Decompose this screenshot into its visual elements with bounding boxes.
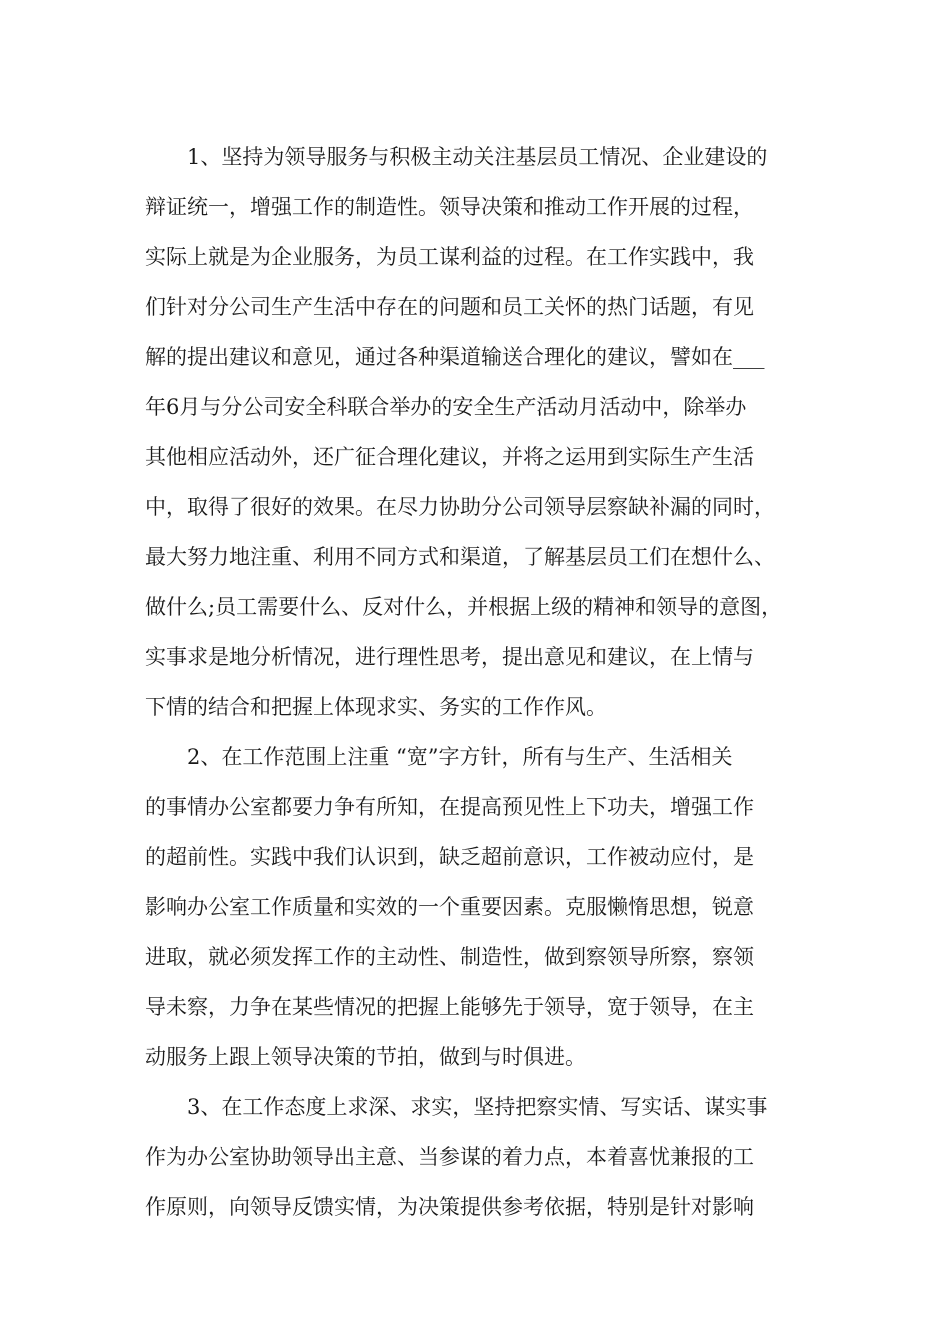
paragraph-3 bbox=[145, 1082, 810, 1232]
text-line: 其他相应活动外，还广征合理化建议，并将之运用到实际生产生活 bbox=[145, 445, 754, 469]
text-line: 下情的结合和把握上体现求实、务实的工作作风。 bbox=[145, 695, 607, 719]
text-line: 实事求是地分析情况，进行理性思考，提出意见和建议，在上情与 bbox=[145, 645, 754, 669]
text-line: 辩证统一，增强工作的制造性。领导决策和推动工作开展的过程， bbox=[145, 195, 754, 219]
text-line: 中，取得了很好的效果。在尽力协助分公司领导层察缺补漏的同时， bbox=[145, 495, 775, 519]
text-line: 2、在工作范围上注重 “宽”字方针，所有与生产、生活相关 bbox=[187, 745, 733, 769]
text-line: 做什么;员工需要什么、反对什么，并根据上级的精神和领导的意图， bbox=[145, 595, 783, 619]
text-line: 作原则，向领导反馈实情，为决策提供参考依据，特别是针对影响 bbox=[145, 1195, 754, 1219]
text-line: 3、在工作态度上求深、求实，坚持把察实情、写实话、谋实事 bbox=[187, 1095, 768, 1119]
text-line: 的超前性。实践中我们认识到，缺乏超前意识，工作被动应付，是 bbox=[145, 845, 754, 869]
text-line: 影响办公室工作质量和实效的一个重要因素。克服懒惰思想，锐意 bbox=[145, 895, 754, 919]
text-line: 作为办公室协助领导出主意、当参谋的着力点，本着喜忧兼报的工 bbox=[145, 1145, 754, 1169]
text-line: 解的提出建议和意见，通过各种渠道输送合理化的建议，譬如在___ bbox=[145, 345, 765, 369]
paragraph-1 bbox=[145, 132, 810, 732]
paragraph-2 bbox=[145, 732, 810, 1082]
text-line: 进取，就必须发挥工作的主动性、制造性，做到察领导所察，察领 bbox=[145, 945, 754, 969]
text-line: 导未察，力争在某些情况的把握上能够先于领导，宽于领导，在主 bbox=[145, 995, 754, 1019]
text-line: 的事情办公室都要力争有所知，在提高预见性上下功夫，增强工作 bbox=[145, 795, 754, 819]
text-line: 年6月与分公司安全科联合举办的安全生产活动月活动中，除举办 bbox=[145, 395, 747, 419]
text-line: 们针对分公司生产生活中存在的问题和员工关怀的热门话题，有见 bbox=[145, 295, 754, 319]
text-line: 最大努力地注重、利用不同方式和渠道，了解基层员工们在想什么、 bbox=[145, 545, 775, 569]
text-line: 动服务上跟上领导决策的节拍，做到与时俱进。 bbox=[145, 1045, 586, 1069]
text-line: 1、坚持为领导服务与积极主动关注基层员工情况、企业建设的 bbox=[187, 145, 768, 169]
text-line: 实际上就是为企业服务，为员工谋利益的过程。在工作实践中，我 bbox=[145, 245, 754, 269]
document-body bbox=[145, 132, 810, 1232]
